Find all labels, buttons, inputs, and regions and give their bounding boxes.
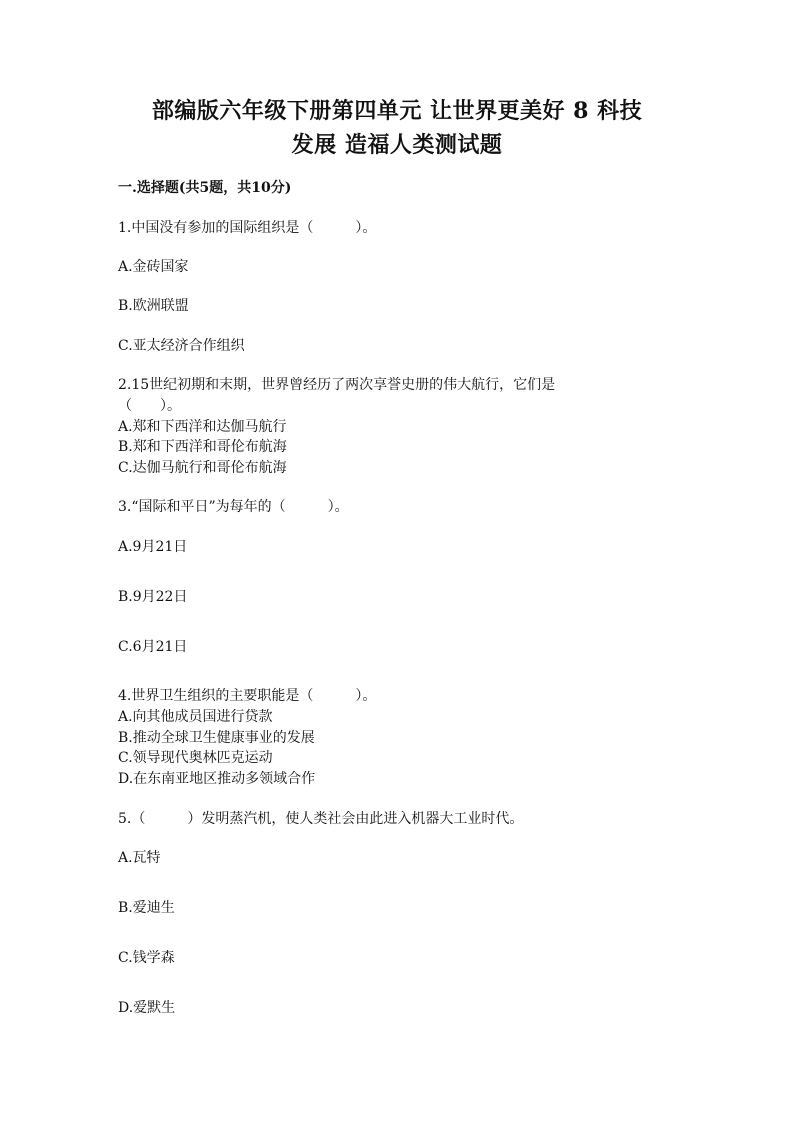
question-3-stem: 3.“国际和平日”为每年的（ ）。 [118, 499, 349, 515]
question-5-option-c: C.钱学森 [118, 950, 175, 966]
question-2-option-c: C.达伽马航行和哥伦布航海 [118, 460, 287, 476]
question-1-option-a: A.金砖国家 [118, 259, 189, 275]
question-3-option-a: A.9月21日 [118, 539, 188, 555]
section-heading: 一.选择题(共5题，共10分) [118, 180, 292, 196]
question-5-option-b: B.爱迪生 [118, 900, 175, 916]
question-2-option-b: B.郑和下西洋和哥伦布航海 [118, 439, 287, 455]
document-title-line-2: 发展 造福人类测试题 [291, 132, 503, 158]
question-5-option-a: A.瓦特 [118, 850, 161, 866]
question-1-option-c: C.亚太经济合作组织 [118, 338, 245, 354]
document-title-line-1: 部编版六年级下册第四单元 让世界更美好 8 科技 [151, 98, 643, 124]
question-1-stem: 1.中国没有参加的国际组织是（ ）。 [118, 220, 377, 236]
question-5-option-d: D.爱默生 [118, 1000, 176, 1016]
question-3-option-c: C.6月21日 [118, 639, 188, 655]
question-2-stem-line-1: 2.15世纪初期和末期，世界曾经历了两次享誉史册的伟大航行，它们是 [118, 377, 556, 393]
question-1-option-b: B.欧洲联盟 [118, 298, 189, 314]
question-5-stem: 5.（ ）发明蒸汽机，使人类社会由此进入机器大工业时代。 [118, 811, 524, 827]
question-4-option-b: B.推动全球卫生健康事业的发展 [118, 730, 315, 746]
question-4-option-d: D.在东南亚地区推动多领域合作 [118, 771, 316, 787]
question-4-stem: 4.世界卫生组织的主要职能是（ ）。 [118, 688, 377, 704]
question-4-option-a: A.向其他成员国进行贷款 [118, 709, 273, 725]
question-2-stem-line-2: （ ）。 [118, 398, 181, 414]
question-4-option-c: C.领导现代奥林匹克运动 [118, 750, 273, 766]
question-3-option-b: B.9月22日 [118, 589, 188, 605]
question-2-option-a: A.郑和下西洋和达伽马航行 [118, 419, 287, 435]
